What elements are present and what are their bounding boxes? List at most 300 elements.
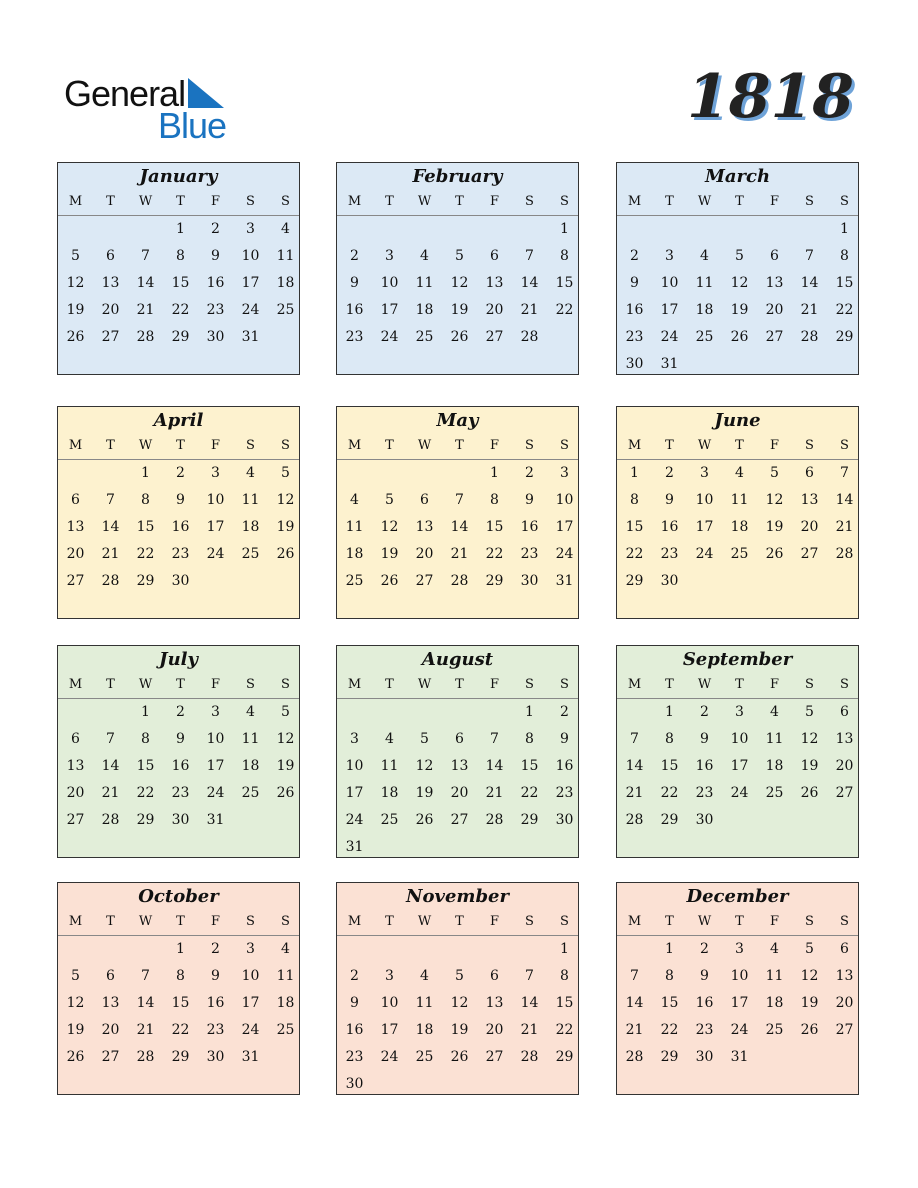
day-cell: 14	[101, 519, 120, 535]
weekday-label: M	[627, 914, 642, 929]
weekday-label: S	[525, 438, 534, 453]
day-cell: 9	[630, 275, 639, 291]
weekday-label: W	[697, 194, 712, 209]
day-cell: 15	[485, 519, 504, 535]
weekday-label: T	[176, 677, 185, 692]
day-cell: 23	[345, 1049, 364, 1065]
empty-cell	[617, 936, 652, 963]
day-cell: 16	[171, 519, 190, 535]
day-cell: 14	[485, 758, 504, 774]
empty-cell	[337, 216, 372, 243]
day-cell: 21	[101, 785, 120, 801]
weekday-label: T	[455, 914, 464, 929]
day-cell: 17	[380, 1022, 399, 1038]
empty-cell	[617, 216, 652, 243]
weekday-label: F	[489, 194, 500, 209]
day-cell: 7	[630, 731, 639, 747]
day-cell: 28	[485, 812, 504, 828]
day-cell: 4	[350, 492, 359, 508]
weekday-label: W	[138, 194, 153, 209]
day-cell: 30	[345, 1076, 364, 1092]
day-cell: 21	[625, 785, 644, 801]
weekday-label: W	[697, 438, 712, 453]
empty-cell	[792, 216, 827, 243]
day-cell: 7	[525, 248, 534, 264]
day-cell: 9	[525, 492, 534, 508]
weekday-label: T	[106, 914, 115, 929]
weekday-label: M	[627, 194, 642, 209]
day-cell: 2	[665, 465, 674, 481]
weekday-label: T	[176, 438, 185, 453]
day-cell: 2	[525, 465, 534, 481]
weekday-header	[337, 909, 578, 936]
brand-logo	[64, 72, 264, 146]
empty-cell	[617, 699, 652, 726]
day-cell: 26	[800, 785, 819, 801]
day-cell: 15	[136, 519, 155, 535]
day-cell: 17	[695, 519, 714, 535]
day-cell: 22	[171, 1022, 190, 1038]
empty-cell	[442, 699, 477, 726]
weekday-label: S	[805, 438, 814, 453]
weekday-label: W	[138, 914, 153, 929]
month-may	[336, 406, 579, 619]
day-grid	[337, 936, 578, 1098]
day-cell: 10	[555, 492, 574, 508]
weekday-label: T	[735, 914, 744, 929]
day-cell: 25	[345, 573, 364, 589]
day-cell: 13	[835, 731, 854, 747]
day-cell: 21	[485, 785, 504, 801]
weekday-header	[58, 433, 299, 460]
day-cell: 25	[241, 785, 260, 801]
day-cell: 14	[136, 995, 155, 1011]
day-cell: 24	[380, 329, 399, 345]
day-cell: 22	[835, 302, 854, 318]
day-cell: 8	[560, 968, 569, 984]
day-cell: 3	[735, 704, 744, 720]
day-grid	[617, 936, 858, 1071]
weekday-label: M	[347, 194, 362, 209]
day-cell: 6	[71, 731, 80, 747]
weekday-label: F	[210, 914, 221, 929]
weekday-label: T	[455, 677, 464, 692]
month-january	[57, 162, 300, 375]
day-cell: 16	[555, 758, 574, 774]
month-title: May	[436, 410, 479, 431]
day-cell: 29	[171, 1049, 190, 1065]
day-cell: 20	[485, 1022, 504, 1038]
empty-cell	[477, 699, 512, 726]
day-cell: 17	[206, 519, 225, 535]
empty-cell	[442, 936, 477, 963]
day-cell: 9	[176, 731, 185, 747]
day-cell: 15	[171, 995, 190, 1011]
day-cell: 15	[625, 519, 644, 535]
day-cell: 31	[345, 839, 364, 855]
day-cell: 22	[520, 785, 539, 801]
day-grid	[58, 699, 299, 834]
day-cell: 4	[700, 248, 709, 264]
weekday-header	[58, 189, 299, 216]
day-cell: 19	[276, 519, 295, 535]
day-cell: 22	[555, 302, 574, 318]
empty-cell	[58, 216, 93, 243]
weekday-label: F	[489, 438, 500, 453]
day-cell: 23	[206, 302, 225, 318]
weekday-label: W	[417, 677, 432, 692]
day-cell: 19	[800, 758, 819, 774]
day-grid	[337, 699, 578, 861]
day-cell: 20	[66, 785, 85, 801]
day-cell: 17	[380, 302, 399, 318]
day-cell: 10	[380, 995, 399, 1011]
day-cell: 11	[380, 758, 399, 774]
day-cell: 6	[840, 704, 849, 720]
day-cell: 27	[415, 573, 434, 589]
weekday-label: S	[840, 677, 849, 692]
day-cell: 21	[136, 302, 155, 318]
day-cell: 27	[835, 1022, 854, 1038]
weekday-label: F	[210, 194, 221, 209]
day-cell: 30	[206, 329, 225, 345]
day-cell: 5	[455, 968, 464, 984]
day-cell: 16	[625, 302, 644, 318]
day-cell: 3	[211, 465, 220, 481]
day-cell: 17	[345, 785, 364, 801]
day-cell: 27	[450, 812, 469, 828]
logo-general-text: General	[64, 73, 186, 114]
day-cell: 17	[660, 302, 679, 318]
day-cell: 8	[665, 731, 674, 747]
day-cell: 23	[660, 546, 679, 562]
day-cell: 23	[520, 546, 539, 562]
day-cell: 1	[525, 704, 534, 720]
day-cell: 19	[450, 1022, 469, 1038]
day-cell: 27	[66, 812, 85, 828]
day-cell: 18	[765, 995, 784, 1011]
weekday-label: S	[281, 438, 290, 453]
weekday-label: F	[210, 677, 221, 692]
day-cell: 24	[241, 302, 260, 318]
month-november	[336, 882, 579, 1095]
day-cell: 14	[136, 275, 155, 291]
day-cell: 22	[660, 785, 679, 801]
day-cell: 29	[136, 573, 155, 589]
day-cell: 22	[171, 302, 190, 318]
day-cell: 24	[380, 1049, 399, 1065]
day-cell: 24	[206, 785, 225, 801]
day-cell: 29	[660, 812, 679, 828]
day-cell: 7	[455, 492, 464, 508]
day-cell: 29	[520, 812, 539, 828]
day-cell: 10	[660, 275, 679, 291]
day-cell: 21	[835, 519, 854, 535]
day-cell: 3	[211, 704, 220, 720]
day-grid	[337, 460, 578, 595]
day-cell: 30	[625, 356, 644, 372]
empty-cell	[337, 936, 372, 963]
day-cell: 10	[695, 492, 714, 508]
day-cell: 15	[660, 995, 679, 1011]
day-grid	[58, 936, 299, 1071]
weekday-header	[617, 672, 858, 699]
weekday-label: W	[417, 438, 432, 453]
day-cell: 10	[345, 758, 364, 774]
day-cell: 29	[625, 573, 644, 589]
day-cell: 18	[241, 519, 260, 535]
day-cell: 19	[450, 302, 469, 318]
day-cell: 22	[136, 785, 155, 801]
day-cell: 3	[246, 941, 255, 957]
empty-cell	[407, 460, 442, 487]
day-cell: 2	[350, 248, 359, 264]
day-cell: 11	[241, 492, 260, 508]
weekday-label: S	[246, 677, 255, 692]
day-cell: 5	[420, 731, 429, 747]
day-cell: 6	[455, 731, 464, 747]
day-cell: 14	[625, 758, 644, 774]
day-cell: 7	[141, 968, 150, 984]
day-cell: 22	[555, 1022, 574, 1038]
day-cell: 18	[695, 302, 714, 318]
day-cell: 8	[141, 492, 150, 508]
day-cell: 28	[625, 812, 644, 828]
day-cell: 18	[241, 758, 260, 774]
empty-cell	[442, 216, 477, 243]
weekday-header	[617, 909, 858, 936]
day-cell: 6	[805, 465, 814, 481]
day-cell: 13	[835, 968, 854, 984]
day-cell: 21	[136, 1022, 155, 1038]
day-cell: 14	[101, 758, 120, 774]
day-cell: 27	[835, 785, 854, 801]
month-december	[616, 882, 859, 1095]
day-cell: 18	[415, 1022, 434, 1038]
day-cell: 25	[765, 785, 784, 801]
day-cell: 28	[520, 1049, 539, 1065]
day-cell: 12	[380, 519, 399, 535]
day-cell: 6	[71, 492, 80, 508]
day-cell: 7	[141, 248, 150, 264]
weekday-label: M	[68, 194, 83, 209]
day-cell: 10	[730, 731, 749, 747]
day-cell: 5	[735, 248, 744, 264]
day-cell: 27	[485, 329, 504, 345]
day-cell: 6	[490, 248, 499, 264]
day-cell: 2	[176, 465, 185, 481]
day-cell: 2	[176, 704, 185, 720]
day-cell: 27	[101, 1049, 120, 1065]
day-cell: 24	[730, 785, 749, 801]
day-cell: 25	[695, 329, 714, 345]
day-cell: 6	[106, 968, 115, 984]
day-cell: 20	[66, 546, 85, 562]
day-cell: 24	[730, 1022, 749, 1038]
day-cell: 25	[730, 546, 749, 562]
day-cell: 5	[805, 704, 814, 720]
empty-cell	[128, 216, 163, 243]
day-cell: 29	[835, 329, 854, 345]
day-cell: 20	[835, 995, 854, 1011]
day-cell: 3	[385, 968, 394, 984]
day-cell: 10	[380, 275, 399, 291]
day-cell: 2	[211, 221, 220, 237]
day-cell: 1	[141, 465, 150, 481]
day-cell: 13	[415, 519, 434, 535]
day-cell: 9	[700, 731, 709, 747]
weekday-label: W	[417, 194, 432, 209]
day-cell: 28	[800, 329, 819, 345]
day-cell: 7	[840, 465, 849, 481]
day-cell: 19	[730, 302, 749, 318]
day-cell: 6	[840, 941, 849, 957]
day-cell: 6	[490, 968, 499, 984]
weekday-label: F	[769, 194, 780, 209]
day-grid	[617, 699, 858, 834]
day-cell: 21	[800, 302, 819, 318]
day-cell: 11	[276, 248, 295, 264]
day-cell: 26	[276, 785, 295, 801]
weekday-label: M	[68, 677, 83, 692]
day-cell: 9	[211, 248, 220, 264]
day-grid	[58, 216, 299, 351]
day-cell: 16	[695, 995, 714, 1011]
day-cell: 7	[106, 731, 115, 747]
day-cell: 20	[835, 758, 854, 774]
day-cell: 2	[211, 941, 220, 957]
day-cell: 3	[560, 465, 569, 481]
day-cell: 21	[520, 1022, 539, 1038]
weekday-header	[58, 909, 299, 936]
day-cell: 19	[66, 1022, 85, 1038]
day-cell: 22	[660, 1022, 679, 1038]
empty-cell	[58, 936, 93, 963]
day-cell: 7	[525, 968, 534, 984]
day-cell: 12	[66, 275, 85, 291]
weekday-label: F	[489, 677, 500, 692]
weekday-label: M	[347, 677, 362, 692]
day-cell: 3	[700, 465, 709, 481]
empty-cell	[407, 699, 442, 726]
day-cell: 9	[665, 492, 674, 508]
day-cell: 5	[455, 248, 464, 264]
weekday-header	[58, 672, 299, 699]
empty-cell	[58, 460, 93, 487]
day-cell: 19	[66, 302, 85, 318]
day-cell: 24	[206, 546, 225, 562]
day-cell: 13	[66, 758, 85, 774]
day-cell: 11	[765, 968, 784, 984]
day-cell: 8	[176, 248, 185, 264]
day-cell: 30	[206, 1049, 225, 1065]
day-cell: 25	[241, 546, 260, 562]
day-cell: 24	[555, 546, 574, 562]
day-cell: 13	[485, 275, 504, 291]
empty-cell	[337, 460, 372, 487]
day-cell: 8	[665, 968, 674, 984]
day-cell: 31	[241, 1049, 260, 1065]
day-cell: 23	[695, 1022, 714, 1038]
day-grid	[337, 216, 578, 351]
day-cell: 8	[176, 968, 185, 984]
day-cell: 16	[345, 1022, 364, 1038]
day-cell: 2	[350, 968, 359, 984]
day-cell: 12	[66, 995, 85, 1011]
day-cell: 25	[765, 1022, 784, 1038]
day-cell: 20	[415, 546, 434, 562]
empty-cell	[722, 216, 757, 243]
day-cell: 21	[520, 302, 539, 318]
day-cell: 1	[141, 704, 150, 720]
day-grid	[58, 460, 299, 595]
day-cell: 31	[241, 329, 260, 345]
day-cell: 18	[276, 995, 295, 1011]
weekday-label: T	[106, 194, 115, 209]
weekday-label: S	[805, 194, 814, 209]
day-cell: 26	[276, 546, 295, 562]
day-cell: 3	[735, 941, 744, 957]
day-cell: 16	[171, 758, 190, 774]
day-grid	[617, 460, 858, 595]
day-cell: 30	[555, 812, 574, 828]
day-cell: 26	[380, 573, 399, 589]
day-cell: 20	[800, 519, 819, 535]
day-cell: 31	[660, 356, 679, 372]
day-cell: 17	[730, 995, 749, 1011]
day-cell: 18	[765, 758, 784, 774]
weekday-label: T	[176, 914, 185, 929]
weekday-header	[337, 672, 578, 699]
day-cell: 15	[660, 758, 679, 774]
day-cell: 28	[101, 812, 120, 828]
weekday-label: T	[385, 438, 394, 453]
day-cell: 5	[770, 465, 779, 481]
day-cell: 11	[765, 731, 784, 747]
weekday-label: T	[455, 438, 464, 453]
day-cell: 26	[800, 1022, 819, 1038]
day-cell: 10	[241, 968, 260, 984]
day-cell: 16	[520, 519, 539, 535]
day-cell: 13	[485, 995, 504, 1011]
weekday-label: M	[68, 438, 83, 453]
weekday-label: T	[665, 677, 674, 692]
day-cell: 30	[695, 812, 714, 828]
day-cell: 19	[276, 758, 295, 774]
day-cell: 24	[660, 329, 679, 345]
day-cell: 30	[660, 573, 679, 589]
day-cell: 9	[176, 492, 185, 508]
day-cell: 20	[450, 785, 469, 801]
weekday-label: S	[840, 194, 849, 209]
day-cell: 2	[700, 704, 709, 720]
day-cell: 11	[695, 275, 714, 291]
day-cell: 29	[660, 1049, 679, 1065]
day-cell: 26	[415, 812, 434, 828]
weekday-label: S	[281, 194, 290, 209]
month-july	[57, 645, 300, 858]
empty-cell	[93, 460, 128, 487]
day-cell: 19	[380, 546, 399, 562]
weekday-label: S	[281, 914, 290, 929]
day-cell: 4	[420, 968, 429, 984]
day-cell: 23	[625, 329, 644, 345]
day-cell: 5	[281, 704, 290, 720]
day-cell: 22	[485, 546, 504, 562]
day-cell: 24	[695, 546, 714, 562]
weekday-label: S	[560, 194, 569, 209]
weekday-label: M	[347, 438, 362, 453]
